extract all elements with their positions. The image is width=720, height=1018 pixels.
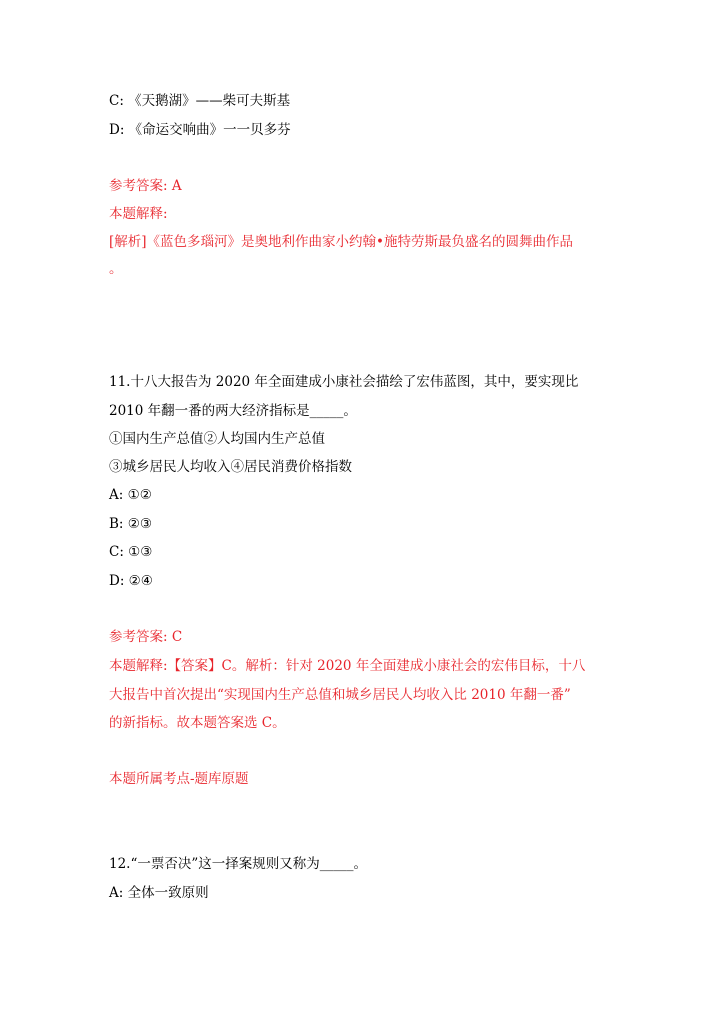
q11-option-c: C: ①③: [109, 544, 153, 560]
q11-option-a: A: ①②: [109, 487, 152, 503]
q12-stem: 12.“一票否决”这一择案规则又称为_____。: [109, 856, 368, 872]
q11-option-b: B: ②③: [109, 516, 152, 532]
q11-stem-line-1: 11.十八大报告为 2020 年全面建成小康社会描绘了宏伟蓝图，其中，要实现比: [109, 374, 579, 390]
q11-items-line-2: ③城乡居民人均收入④居民消费价格指数: [109, 459, 352, 475]
q11-explanation-line-1: 本题解释:【答案】C。解析：针对 2020 年全面建成小康社会的宏伟目标，十八: [109, 658, 586, 674]
q10-answer: 参考答案: A: [109, 178, 182, 194]
q11-topic: 本题所属考点-题库原题: [109, 771, 249, 787]
q11-explanation-line-3: 的新指标。故本题答案选 C。: [109, 715, 286, 731]
q10-explanation-label: 本题解释:: [109, 206, 168, 222]
q10-option-d: D: 《命运交响曲》一一贝多芬: [109, 122, 291, 138]
q10-option-c: C: 《天鹅湖》——柴可夫斯基: [109, 93, 291, 109]
q11-items-line-1: ①国内生产总值②人均国内生产总值: [109, 431, 325, 447]
q11-answer: 参考答案: C: [109, 629, 183, 645]
q10-explanation-line-1: [解析]《蓝色多瑙河》是奥地利作曲家小约翰•施特劳斯最负盛名的圆舞曲作品: [109, 234, 573, 250]
q11-option-d: D: ②④: [109, 573, 153, 589]
q11-explanation-line-2: 大报告中首次提出“实现国内生产总值和城乡居民人均收入比 2010 年翻一番”: [109, 687, 571, 703]
q12-option-a: A: 全体一致原则: [109, 885, 209, 901]
q11-stem-line-2: 2010 年翻一番的两大经济指标是_____。: [109, 403, 357, 419]
q10-explanation-line-2: 。: [109, 261, 123, 277]
